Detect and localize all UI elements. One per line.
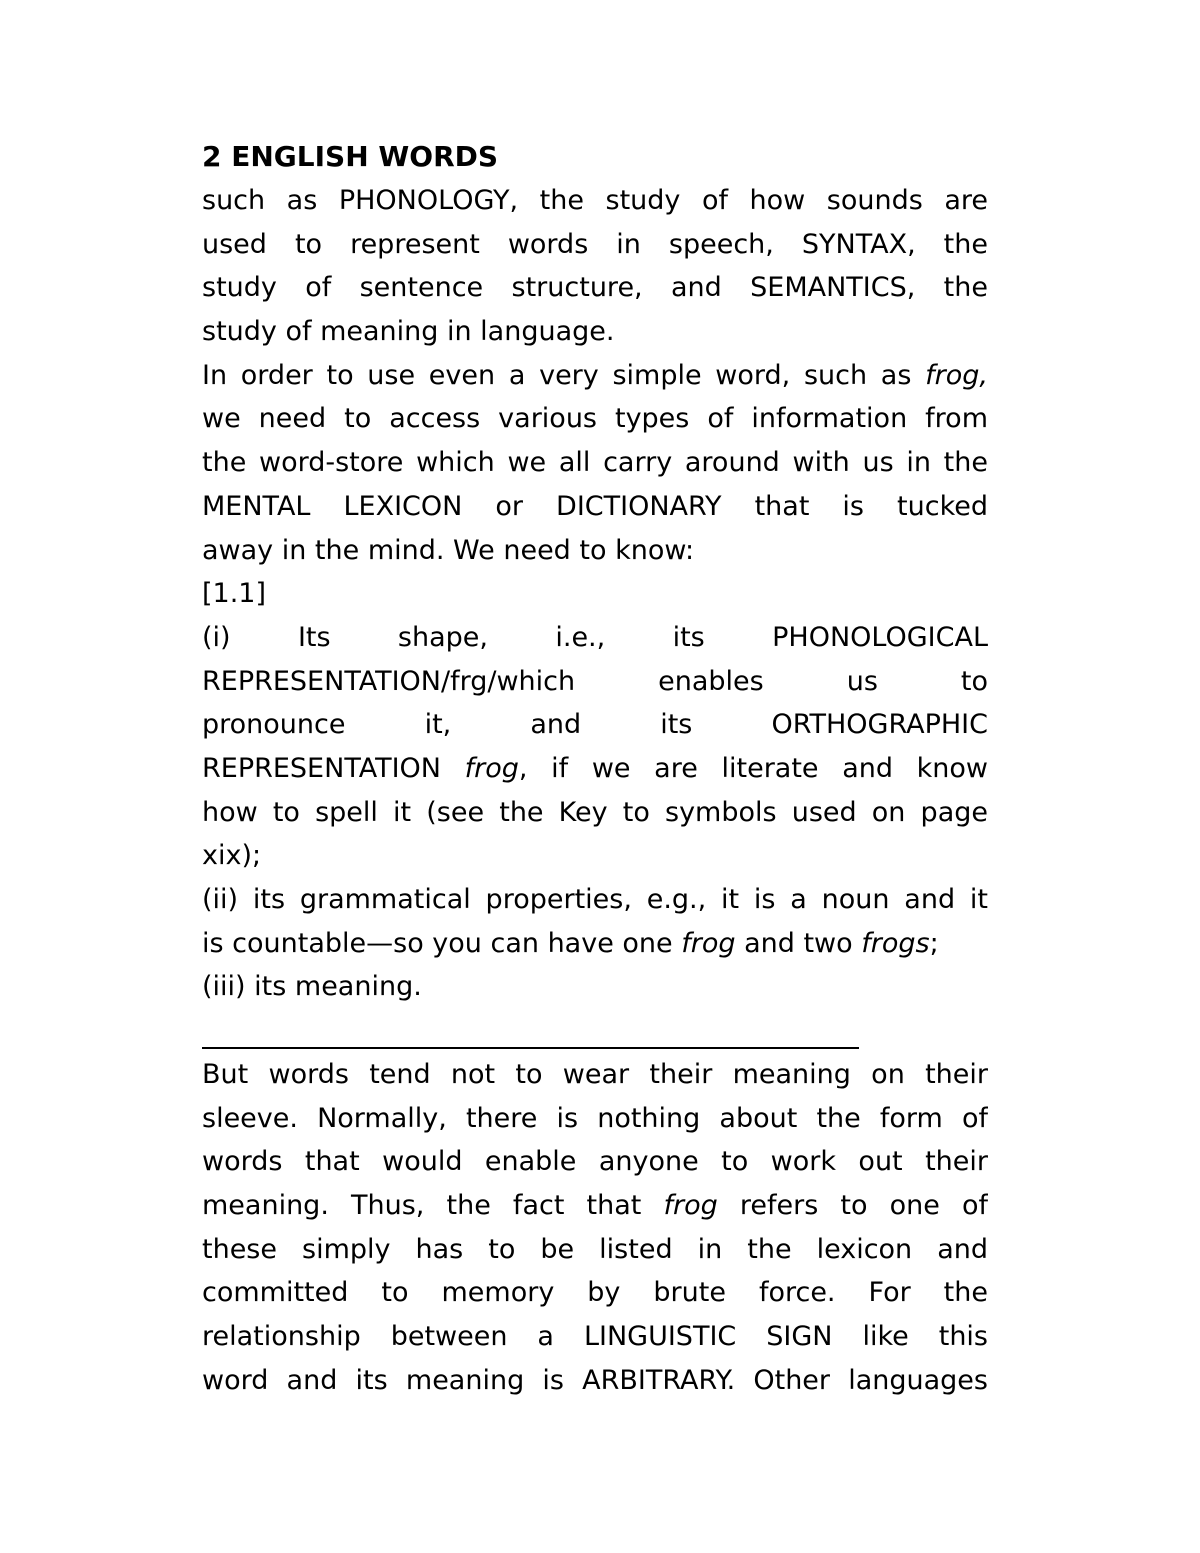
italic-word: frog [681,927,736,959]
italic-word: frog [663,1190,718,1222]
paragraph-line: sleeve. Normally, there is nothing about the form of [202,1102,988,1134]
list-item-line [202,922,988,966]
paragraph-line: MENTAL LEXICON or DICTIONARY that is tucked [202,490,988,522]
paragraph-line: away in the mind. We need to know: [202,534,695,566]
paragraph-line: we need to access various types of information from [202,403,988,435]
list-item-line [202,747,988,791]
continuation-paragraph [202,1053,988,1403]
page-heading: 2 ENGLISH WORDS [202,140,499,173]
paragraph-line: But words tend not to wear their meaning on their [202,1059,988,1090]
paragraph-line: words that would enable anyone to work out their [202,1146,988,1178]
italic-word: frogs [861,927,930,959]
list-item-line: REPRESENTATION/frg/which enables us to [202,665,988,697]
list-item-line: pronounce it, and its ORTHOGRAPHIC [202,709,988,741]
text-span: REPRESENTATION [202,752,465,784]
paragraph-line: these simply has to be listed in the lexicon and [202,1233,988,1265]
paragraph-line: the word-store which we all carry around with us in the [202,447,988,479]
list-item-line: (i) Its shape, i.e., its PHONOLOGICAL [202,621,988,653]
paragraph-line: study of sentence structure, and SEMANTICS, the [202,272,988,304]
paragraph-line: committed to memory by brute force. For the [202,1277,988,1309]
list-item-line: (iii) its meaning. [202,971,422,1003]
italic-word: frog, [925,359,988,391]
italic-word: frog [464,752,519,784]
list-item-line: how to spell it (see the Key to symbols used on page [202,796,988,828]
paragraph-line: used to represent words in speech, SYNTAX, the [202,228,988,260]
paragraph-line: relationship between a LINGUISTIC SIGN like this [202,1321,988,1353]
paragraph-line: such as PHONOLOGY, the study of how sounds are [202,185,988,216]
paragraph-line [202,354,988,398]
text-span: , if we are literate and know [518,752,988,784]
text-span: and two [735,927,862,959]
text-span: In order to use even a very simple word, such as [202,359,926,391]
page-body [202,137,988,1009]
example-number: [1.1] [202,578,267,610]
paragraph-line [202,1184,988,1228]
paragraph-line: study of meaning in language. [202,316,615,348]
text-span: ; [929,927,939,959]
text-span: refers to one of [717,1190,988,1222]
list-item-line: (ii) its grammatical properties, e.g., it is a noun and it [202,884,988,915]
text-span: is countable—so you can have one [202,927,682,959]
paragraph-line: word and its meaning is ARBITRARY. Other languages [202,1364,988,1396]
list-item-line: xix); [202,840,262,872]
text-span: meaning. Thus, the fact that [202,1190,664,1222]
footnote-divider [202,1047,859,1049]
